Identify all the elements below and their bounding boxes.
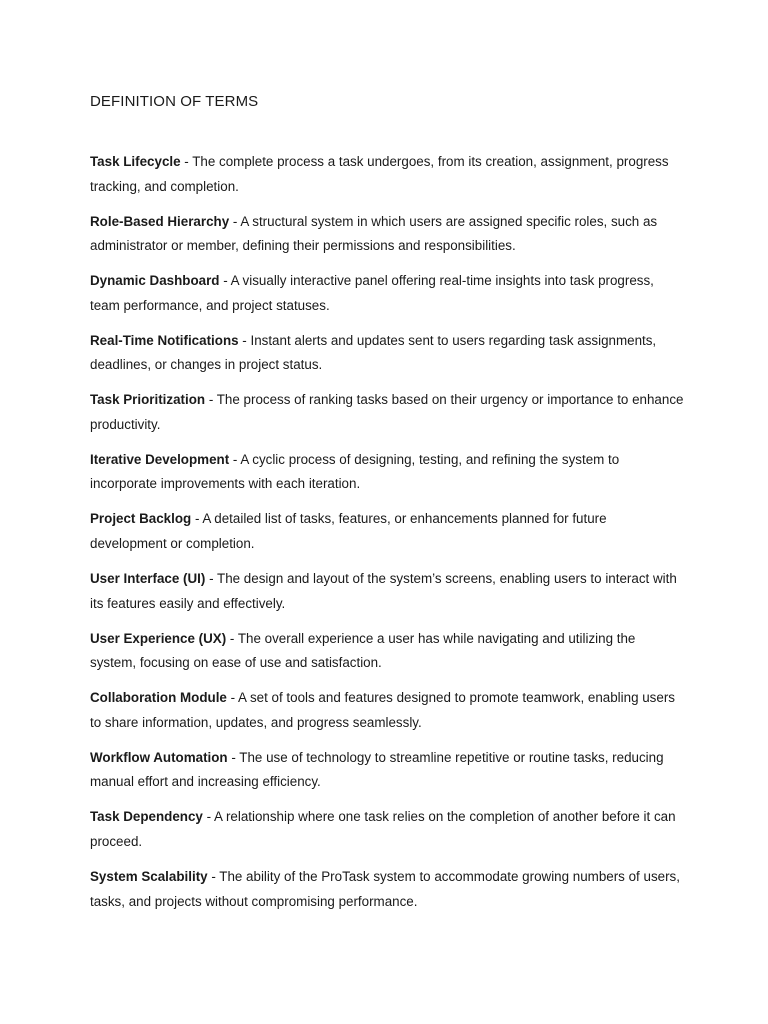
term-name: Role-Based Hierarchy <box>90 213 230 229</box>
term-name: Iterative Development <box>90 451 230 467</box>
term-definition: - A visually interactive panel offering real-time insights into task progress, team performance, and project statuses. <box>90 273 654 313</box>
term-entry <box>90 865 685 914</box>
term-name: Real-Time Notifications <box>90 332 239 348</box>
term-name: Workflow Automation <box>90 749 228 765</box>
term-entry <box>90 388 685 437</box>
term-name: Dynamic Dashboard <box>90 273 220 289</box>
term-name: User Interface (UI) <box>90 571 206 587</box>
term-definition: - A set of tools and features designed to promote teamwork, enabling users to share information, updates, and progress seamlessly. <box>90 690 675 730</box>
term-definition: - The ability of the ProTask system to accommodate growing numbers of users, tasks, and projects without compromising performance. <box>90 868 680 909</box>
term-name: User Experience (UX) <box>90 630 227 646</box>
terms-list <box>90 150 685 925</box>
term-definition: - A cyclic process of designing, testing, and refining the system to incorporate improvements with each iteration. <box>90 451 620 492</box>
term-definition: - A structural system in which users are assigned specific roles, such as administrator or member, defining their permissions and responsibilities. <box>90 213 658 254</box>
term-definition: - The design and layout of the system’s screens, enabling users to interact with its features easily and effectively. <box>90 571 677 611</box>
term-name: Project Backlog <box>90 511 192 527</box>
page-title: DEFINITION OF TERMS <box>90 93 259 110</box>
term-entry <box>90 686 685 735</box>
term-definition: - The complete process a task undergoes, from its creation, assignment, progress tracking, and completion. <box>90 154 669 194</box>
term-name: Task Prioritization <box>90 392 206 408</box>
term-definition: - The use of technology to streamline repetitive or routine tasks, reducing manual effort and increasing efficiency. <box>90 749 664 790</box>
term-entry <box>90 627 685 676</box>
term-definition: - Instant alerts and updates sent to users regarding task assignments, deadlines, or changes in project status. <box>90 332 657 373</box>
term-definition: - The overall experience a user has while navigating and utilizing the system, focusing on ease of use and satisfaction. <box>90 630 636 671</box>
term-entry <box>90 210 685 259</box>
term-entry <box>90 329 685 378</box>
term-entry <box>90 567 685 616</box>
term-entry <box>90 746 685 795</box>
term-definition: - The process of ranking tasks based on their urgency or importance to enhance productivity. <box>90 392 684 432</box>
term-entry <box>90 448 685 497</box>
term-name: System Scalability <box>90 868 208 884</box>
term-definition: - A relationship where one task relies on the completion of another before it can proceed. <box>90 809 676 849</box>
term-name: Collaboration Module <box>90 690 227 706</box>
term-entry <box>90 269 685 318</box>
term-name: Task Dependency <box>90 809 203 825</box>
term-entry <box>90 507 685 556</box>
term-name: Task Lifecycle <box>90 154 181 169</box>
term-entry <box>90 150 685 199</box>
term-entry <box>90 805 685 854</box>
term-definition: - A detailed list of tasks, features, or enhancements planned for future development or completion. <box>90 511 607 552</box>
